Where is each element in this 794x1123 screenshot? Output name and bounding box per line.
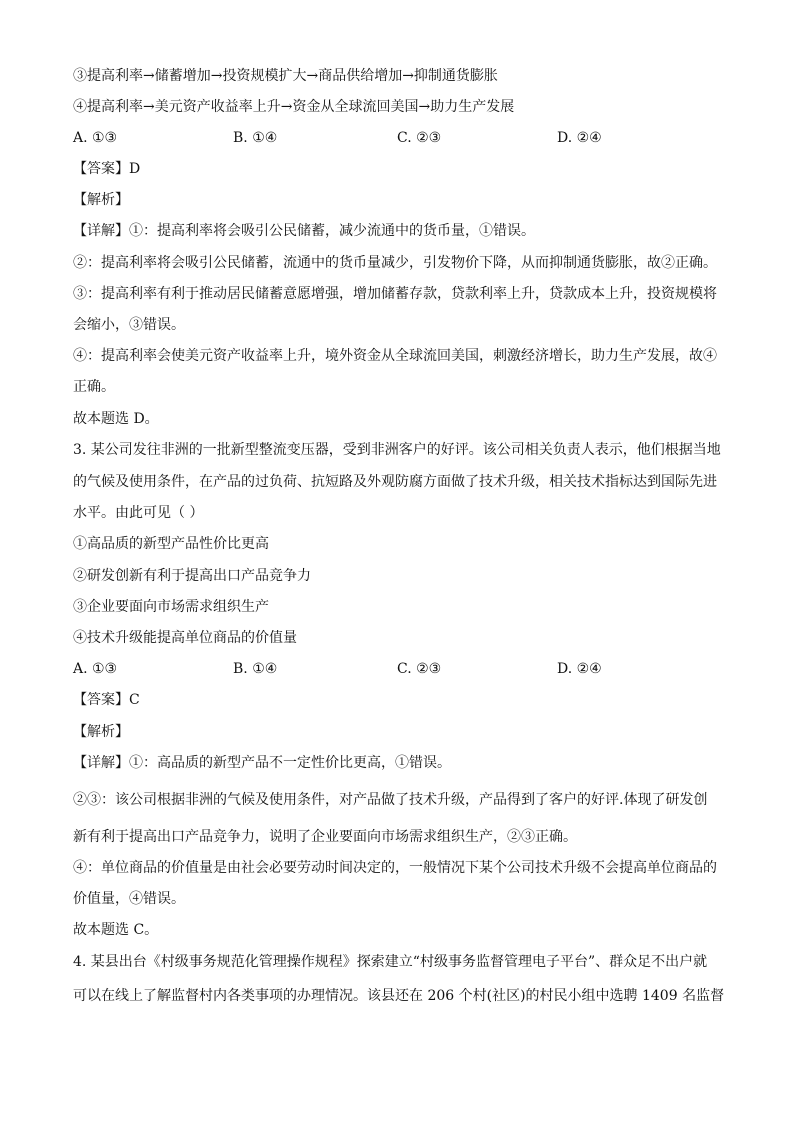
- q4-stem-2: 可以在线上了解监督村内各类事项的办理情况。该县还在 206 个村(社区)的村民小组中选聘 1409 名监督: [73, 988, 725, 1004]
- q2-option-4: ④提高利率→美元资产收益率上升→资金从全球流回美国→助力生产发展: [73, 99, 515, 115]
- q3-statement-3: ③企业要面向市场需求组织生产: [73, 599, 269, 615]
- q3-stem-1: 3. 某公司发往非洲的一批新型整流变压器，受到非洲客户的好评。该公司相关负责人表示，他们根据当地: [73, 442, 721, 458]
- q2-detail-4a: ④：提高利率会使美元资产收益率上升，境外资金从全球流回美国，刺激经济增长，助力生产发展，故④: [73, 348, 717, 364]
- q2-detail-1: 【详解】①：提高利率将会吸引公民储蓄，减少流通中的货币量，①错误。: [73, 223, 535, 239]
- q2-option-3: ③提高利率→储蓄增加→投资规模扩大→商品供给增加→抑制通货膨胀: [73, 68, 498, 84]
- q2-detail-2: ②：提高利率将会吸引公民储蓄，流通中的货币量减少，引发物价下降，从而抑制通货膨胀，故②正确。: [73, 255, 717, 271]
- q2-analysis-heading: 【解析】: [73, 192, 129, 208]
- q3-conclusion: 故本题选 C。: [73, 922, 159, 938]
- q2-detail-3b: 会缩小，③错误。: [73, 317, 185, 333]
- q2-detail-3a: ③：提高利率有利于推动居民储蓄意愿增强，增加储蓄存款，贷款利率上升，贷款成本上升，投资规模将: [73, 286, 717, 302]
- q2-choice-d: D. ②④: [557, 130, 602, 146]
- q3-detail-3a: ④：单位商品的价值量是由社会必要劳动时间决定的，一般情况下某个公司技术升级不会提高单位商品的: [73, 860, 717, 876]
- q3-choice-b: B. ①④: [233, 661, 278, 677]
- q4-stem-1: 4. 某县出台《村级事务规范化管理操作规程》探索建立“村级事务监督管理电子平台”、群众足不出户就: [73, 954, 708, 970]
- q3-statement-2: ②研发创新有利于提高出口产品竞争力: [73, 568, 311, 584]
- q3-detail-2b: 新有利于提高出口产品竞争力，说明了企业要面向市场需求组织生产，②③正确。: [73, 829, 577, 845]
- q3-choice-d: D. ②④: [557, 661, 602, 677]
- q3-detail-2a: ②③：该公司根据非洲的气候及使用条件，对产品做了技术升级，产品得到了客户的好评.体现了研发创: [73, 792, 708, 808]
- q2-detail-4b: 正确。: [73, 379, 115, 395]
- q3-choice-c: C. ②③: [397, 661, 442, 677]
- q3-statement-4: ④技术升级能提高单位商品的价值量: [73, 630, 297, 646]
- q3-answer: 【答案】C: [73, 692, 140, 708]
- q2-answer: 【答案】D: [73, 161, 141, 177]
- q2-conclusion: 故本题选 D。: [73, 411, 159, 427]
- q3-detail-1: 【详解】①：高品质的新型产品不一定性价比更高，①错误。: [73, 755, 451, 771]
- q3-detail-3b: 价值量，④错误。: [73, 891, 185, 907]
- q3-stem-2: 的气候及使用条件，在产品的过负荷、抗短路及外观防腐方面做了技术升级，相关技术指标达到国际先进: [73, 474, 717, 490]
- q2-choice-b: B. ①④: [233, 130, 278, 146]
- q3-statement-1: ①高品质的新型产品性价比更高: [73, 536, 269, 552]
- q3-analysis-heading: 【解析】: [73, 724, 129, 740]
- q3-stem-3: 水平。由此可见（ ）: [73, 505, 204, 521]
- q2-choice-a: A. ①③: [73, 130, 118, 146]
- q3-choice-a: A. ①③: [73, 661, 118, 677]
- q2-choice-c: C. ②③: [397, 130, 442, 146]
